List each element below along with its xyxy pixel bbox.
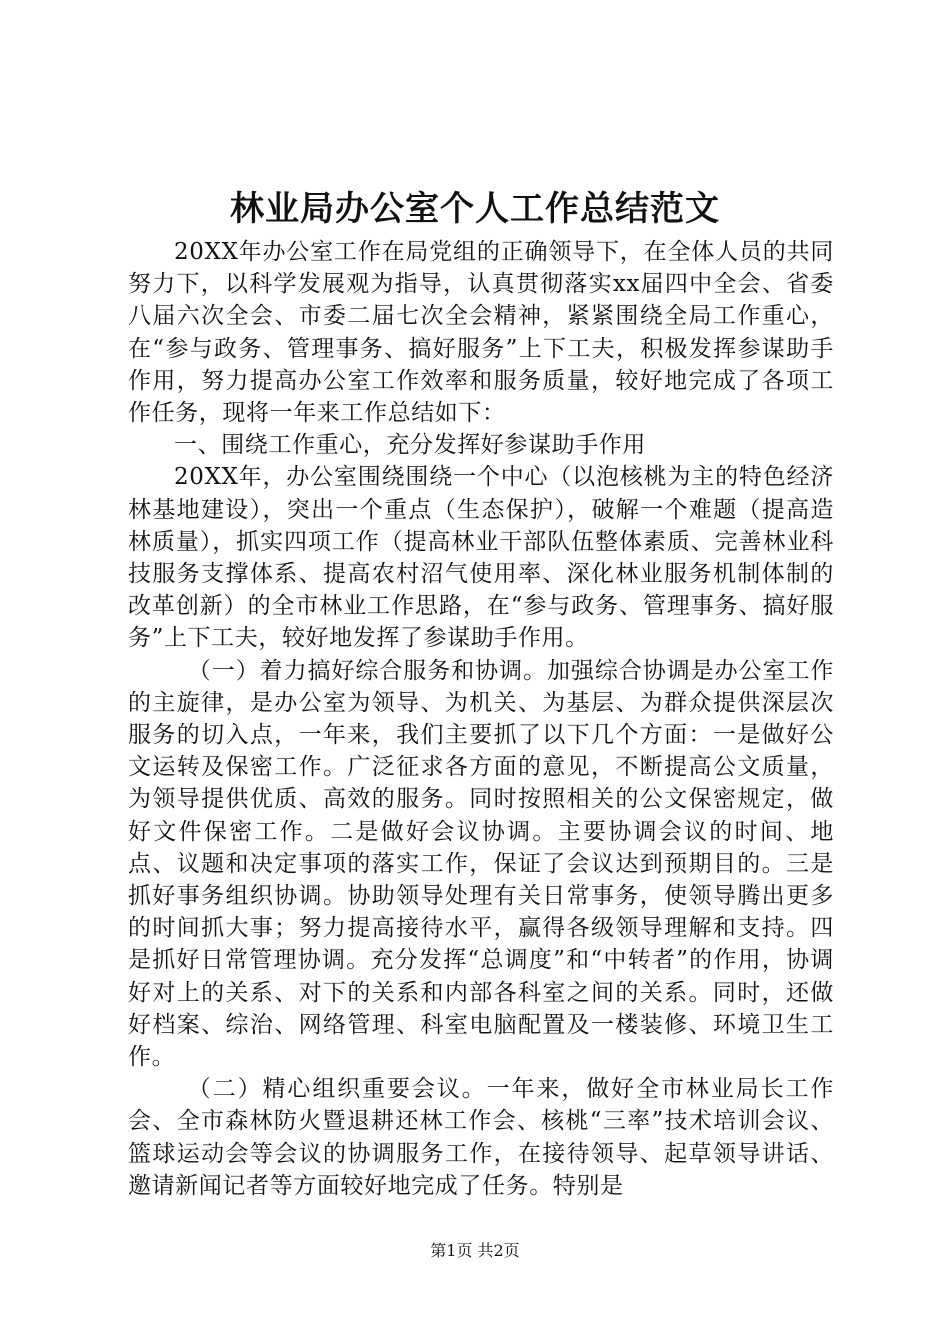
paragraph-intro: 20XX年办公室工作在局党组的正确领导下，在全体人员的共同努力下，以科学发展观为指导，认真贯彻落实xx届四中全会、省委八届六次全会、市委二届七次全会精神，紧紧围绕全局工作重心，在“参与政务、管理事务、搞好服务”上下工夫，积极发挥参谋助手作用，努力提高办公室工作效率和服务质量，较好地完成了各项工作任务，现将一年来工作总结如下： [128,239,834,427]
document-title: 林业局办公室个人工作总结范文 [230,189,720,229]
paragraph-subsection-2: （二）精心组织重要会议。一年来，做好全市林业局长工作会、全市森林防火暨退耕还林工作会、核桃“三率”技术培训会议、篮球运动会等会议的协调服务工作，在接待领导、起草领导讲话、邀请新闻记者等方面较好地完成了任务。特别是 [128,1076,834,1199]
paragraph-subsection-1: （一）着力搞好综合服务和协调。加强综合协调是办公室工作的主旋律，是办公室为领导、为机关、为基层、为群众提供深层次服务的切入点，一年来，我们主要抓了以下几个方面：一是做好公文运转及保密工作。广泛征求各方面的意见，不断提高公文质量，为领导提供优质、高效的服务。同时按照相关的公文保密规定，做好文件保密工作。二是做好会议协调。主要协调会议的时间、地点、议题和决定事项的落实工作，保证了会议达到预期目的。三是抓好事务组织协调。协助领导处理有关日常事务，使领导腾出更多的时间抓大事；努力提高接待水平，赢得各级领导理解和支持。四是抓好日常管理协调。充分发挥“总调度”和“中转者”的作用，协调好对上的关系、对下的关系和内部各科室之间的关系。同时，还做好档案、综治、网络管理、科室电脑配置及一楼装修、环境卫生工作。 [128,657,834,1071]
document-body [128,236,834,1202]
section-heading-1: 一、围绕工作重心，充分发挥好参谋助手作用 [174,432,646,459]
page-number-footer: 第1页 共2页 [430,1241,520,1260]
paragraph-section-1: 20XX年，办公室围绕围绕一个中心（以泡核桃为主的特色经济林基地建设），突出一个重点（生态保护），破解一个难题（提高造林质量），抓实四项工作（提高林业干部队伍整体素质、完善林业科技服务支撑体系、提高农村沼气使用率、深化林业服务机制体制的改革创新）的全市林业工作思路，在“参与政务、管理事务、搞好服务”上下工夫，较好地发挥了参谋助手作用。 [128,464,834,652]
